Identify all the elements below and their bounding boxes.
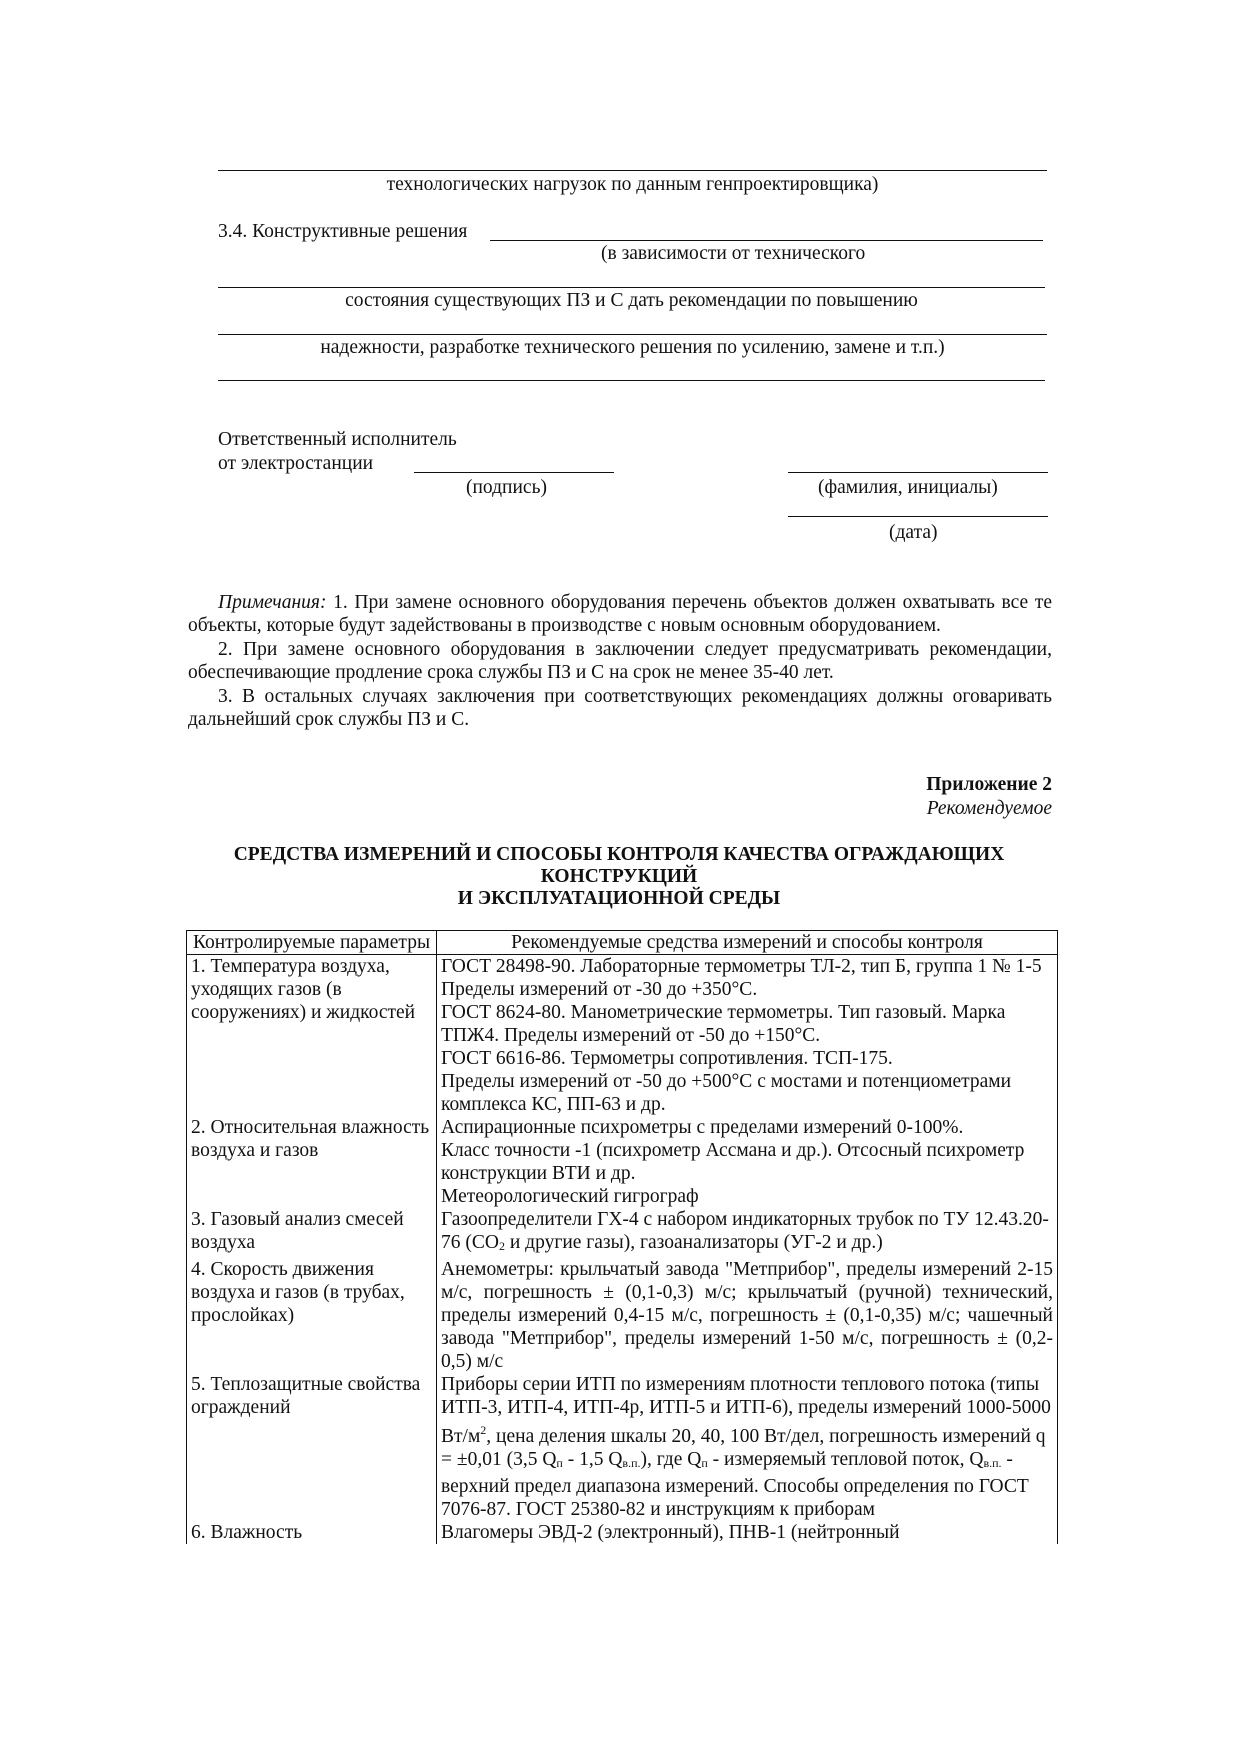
note-1 (188, 591, 1052, 638)
caption-loads: технологических нагрузок по данным генпроектировщика) (386, 174, 879, 195)
appendix-status: Рекомендуемое (926, 798, 1052, 819)
note-1-text: 1. При замене основного оборудования перечень объектов должен охватывать все те объекты, которые будут задействованы в производстве с новым основным оборудованием. (188, 592, 1052, 637)
method-line: Метеорологический гигрограф (441, 1186, 699, 1207)
notes-intro: Примечания: (218, 592, 327, 613)
table-row (187, 1258, 1058, 1373)
caption-state: состояния существующих ПЗ и С дать рекомендации по повышению (345, 290, 918, 311)
table-header-row (187, 931, 1058, 955)
param-cell: 5. Теплозащитные свойства ограждений (187, 1373, 437, 1521)
method-line: ГОСТ 28498-90. Лабораторные термометры ТЛ-2, тип Б, группа 1 № 1-5 Пределы измерений от -30 до +350°С. (441, 956, 1042, 1000)
table-row (187, 1208, 1058, 1258)
appendix-title-line-2: КОНСТРУКЦИЙ (540, 866, 698, 887)
table-row (187, 1521, 1058, 1544)
section-label: 3.4. Конструктивные решения (218, 221, 468, 242)
method-cell (437, 1208, 1058, 1258)
responsible-label-2: от электростанции (218, 453, 374, 474)
subscript: в.п. (622, 1456, 641, 1470)
method-text: , цена деления шкалы 20, 40, 100 Вт/дел, погрешность измерений q = ±0,01 (3,5 Q (441, 1426, 1046, 1470)
method-line: Класс точности -1 (психрометр Ассмана и др.). Отсосный психрометр конструкции ВТИ и др. (441, 1140, 1025, 1184)
method-text: и другие газы), газоанализаторы (УГ-2 и др.) (504, 1232, 883, 1253)
method-text: Газоопределители ГХ-4 с набором индикаторных трубок по ТУ 12.43.20-76 (СО (441, 1209, 1049, 1253)
date-caption: (дата) (889, 522, 938, 543)
caption-reliability: надежности, разработке технического решения по усилению, замене и т.п.) (320, 337, 945, 358)
method-text: Приборы серии ИТП по измерениям плотности теплового потока (типы ИТП-3, ИТП-4, ИТП-4р, ИТП-5 и ИТП-6), пределы измерений 1000-5000 Вт/м (441, 1374, 1051, 1447)
fill-line (218, 170, 1047, 171)
method-cell: Анемометры: крыльчатый завода "Метприбор", пределы измерений 2-15 м/с, погрешность ± (0,1-0,3) м/с; крыльчатый (ручной) технический, пределы измерений 0,4-15 м/с, погрешность ± (0,1-0,35) м/с; чашечный завода "Метприбор", пределы измерений 1-50 м/с, погрешность ± (0,2-0,5) м/с (437, 1258, 1058, 1373)
appendix-title (186, 844, 1052, 910)
superscript: 2 (480, 1423, 487, 1437)
method-cell: Влагомеры ЭВД-2 (электронный), ПНВ-1 (нейтронный (437, 1521, 1058, 1544)
note-2: 2. При замене основного оборудования в заключении следует предусматривать рекомендации, обеспечивающие продление срока службы ПЗ и С на срок не менее 35-40 лет. (188, 639, 1052, 684)
method-line: ГОСТ 6616-86. Термометры сопротивления. ТСП-175. (441, 1048, 893, 1069)
fill-line (218, 334, 1047, 335)
param-cell: 6. Влажность (187, 1521, 437, 1544)
subscript: 2 (498, 1239, 505, 1253)
table-row (187, 1373, 1058, 1521)
param-cell: 4. Скорость движения воздуха и газов (в трубах, прослойках) (187, 1258, 437, 1373)
subscript: в.п. (983, 1456, 1002, 1470)
method-cell (437, 955, 1058, 1117)
method-text: - 1,5 Q (562, 1449, 623, 1470)
method-cell (437, 1116, 1058, 1208)
param-cell: 1. Температура воздуха, уходящих газов (в сооружениях) и жидкостей (187, 955, 437, 1117)
caption-condition: (в зависимости от технического (601, 243, 866, 264)
method-line: Пределы измерений от -50 до +500°С с мостами и потенциометрами комплекса КС, ПП-63 и др. (441, 1071, 1012, 1115)
responsible-label-1: Ответственный исполнитель (218, 429, 457, 450)
appendix-title-line-3: И ЭКСПЛУАТАЦИОННОЙ СРЕДЫ (457, 888, 781, 909)
header-methods: Рекомендуемые средства измерений и способы контроля (437, 931, 1058, 955)
method-line: Аспирационные психрометры с пределами измерений 0-100%. (441, 1117, 964, 1138)
measurement-table (186, 930, 1058, 1544)
param-cell: 3. Газовый анализ смесей воздуха (187, 1208, 437, 1258)
header-parameters: Контролируемые параметры (187, 931, 437, 955)
name-caption: (фамилия, инициалы) (818, 477, 998, 498)
method-cell (437, 1373, 1058, 1521)
fill-line (490, 240, 1043, 241)
fill-line (218, 380, 1045, 381)
method-text: - верхний предел диапазона измерений. Способы определения по ГОСТ 7076-87. ГОСТ 25380-82 и инструкциям к приборам (441, 1449, 1029, 1520)
table-row (187, 955, 1058, 1117)
note-3: 3. В остальных случаях заключения при соответствующих рекомендациях должны оговаривать дальнейший срок службы ПЗ и С. (188, 686, 1052, 731)
fill-line (218, 287, 1045, 288)
subscript: п (556, 1456, 563, 1470)
signature-caption: (подпись) (466, 477, 547, 498)
table-row (187, 1116, 1058, 1208)
name-line (788, 472, 1048, 473)
param-cell: 2. Относительная влажность воздуха и газов (187, 1116, 437, 1208)
appendix-label: Приложение 2 (926, 774, 1052, 795)
method-text: - измеряемый тепловой поток, Q (707, 1449, 984, 1470)
appendix-title-line-1: СРЕДСТВА ИЗМЕРЕНИЙ И СПОСОБЫ КОНТРОЛЯ КАЧЕСТВА ОГРАЖДАЮЩИХ (233, 844, 1005, 865)
signature-line (414, 472, 614, 473)
subscript: п (701, 1456, 708, 1470)
date-line (788, 516, 1048, 517)
method-line: ГОСТ 8624-80. Манометрические термометры. Тип газовый. Марка ТПЖ4. Пределы измерений от -50 до +150°С. (441, 1002, 1006, 1046)
method-text: ), где Q (640, 1449, 702, 1470)
